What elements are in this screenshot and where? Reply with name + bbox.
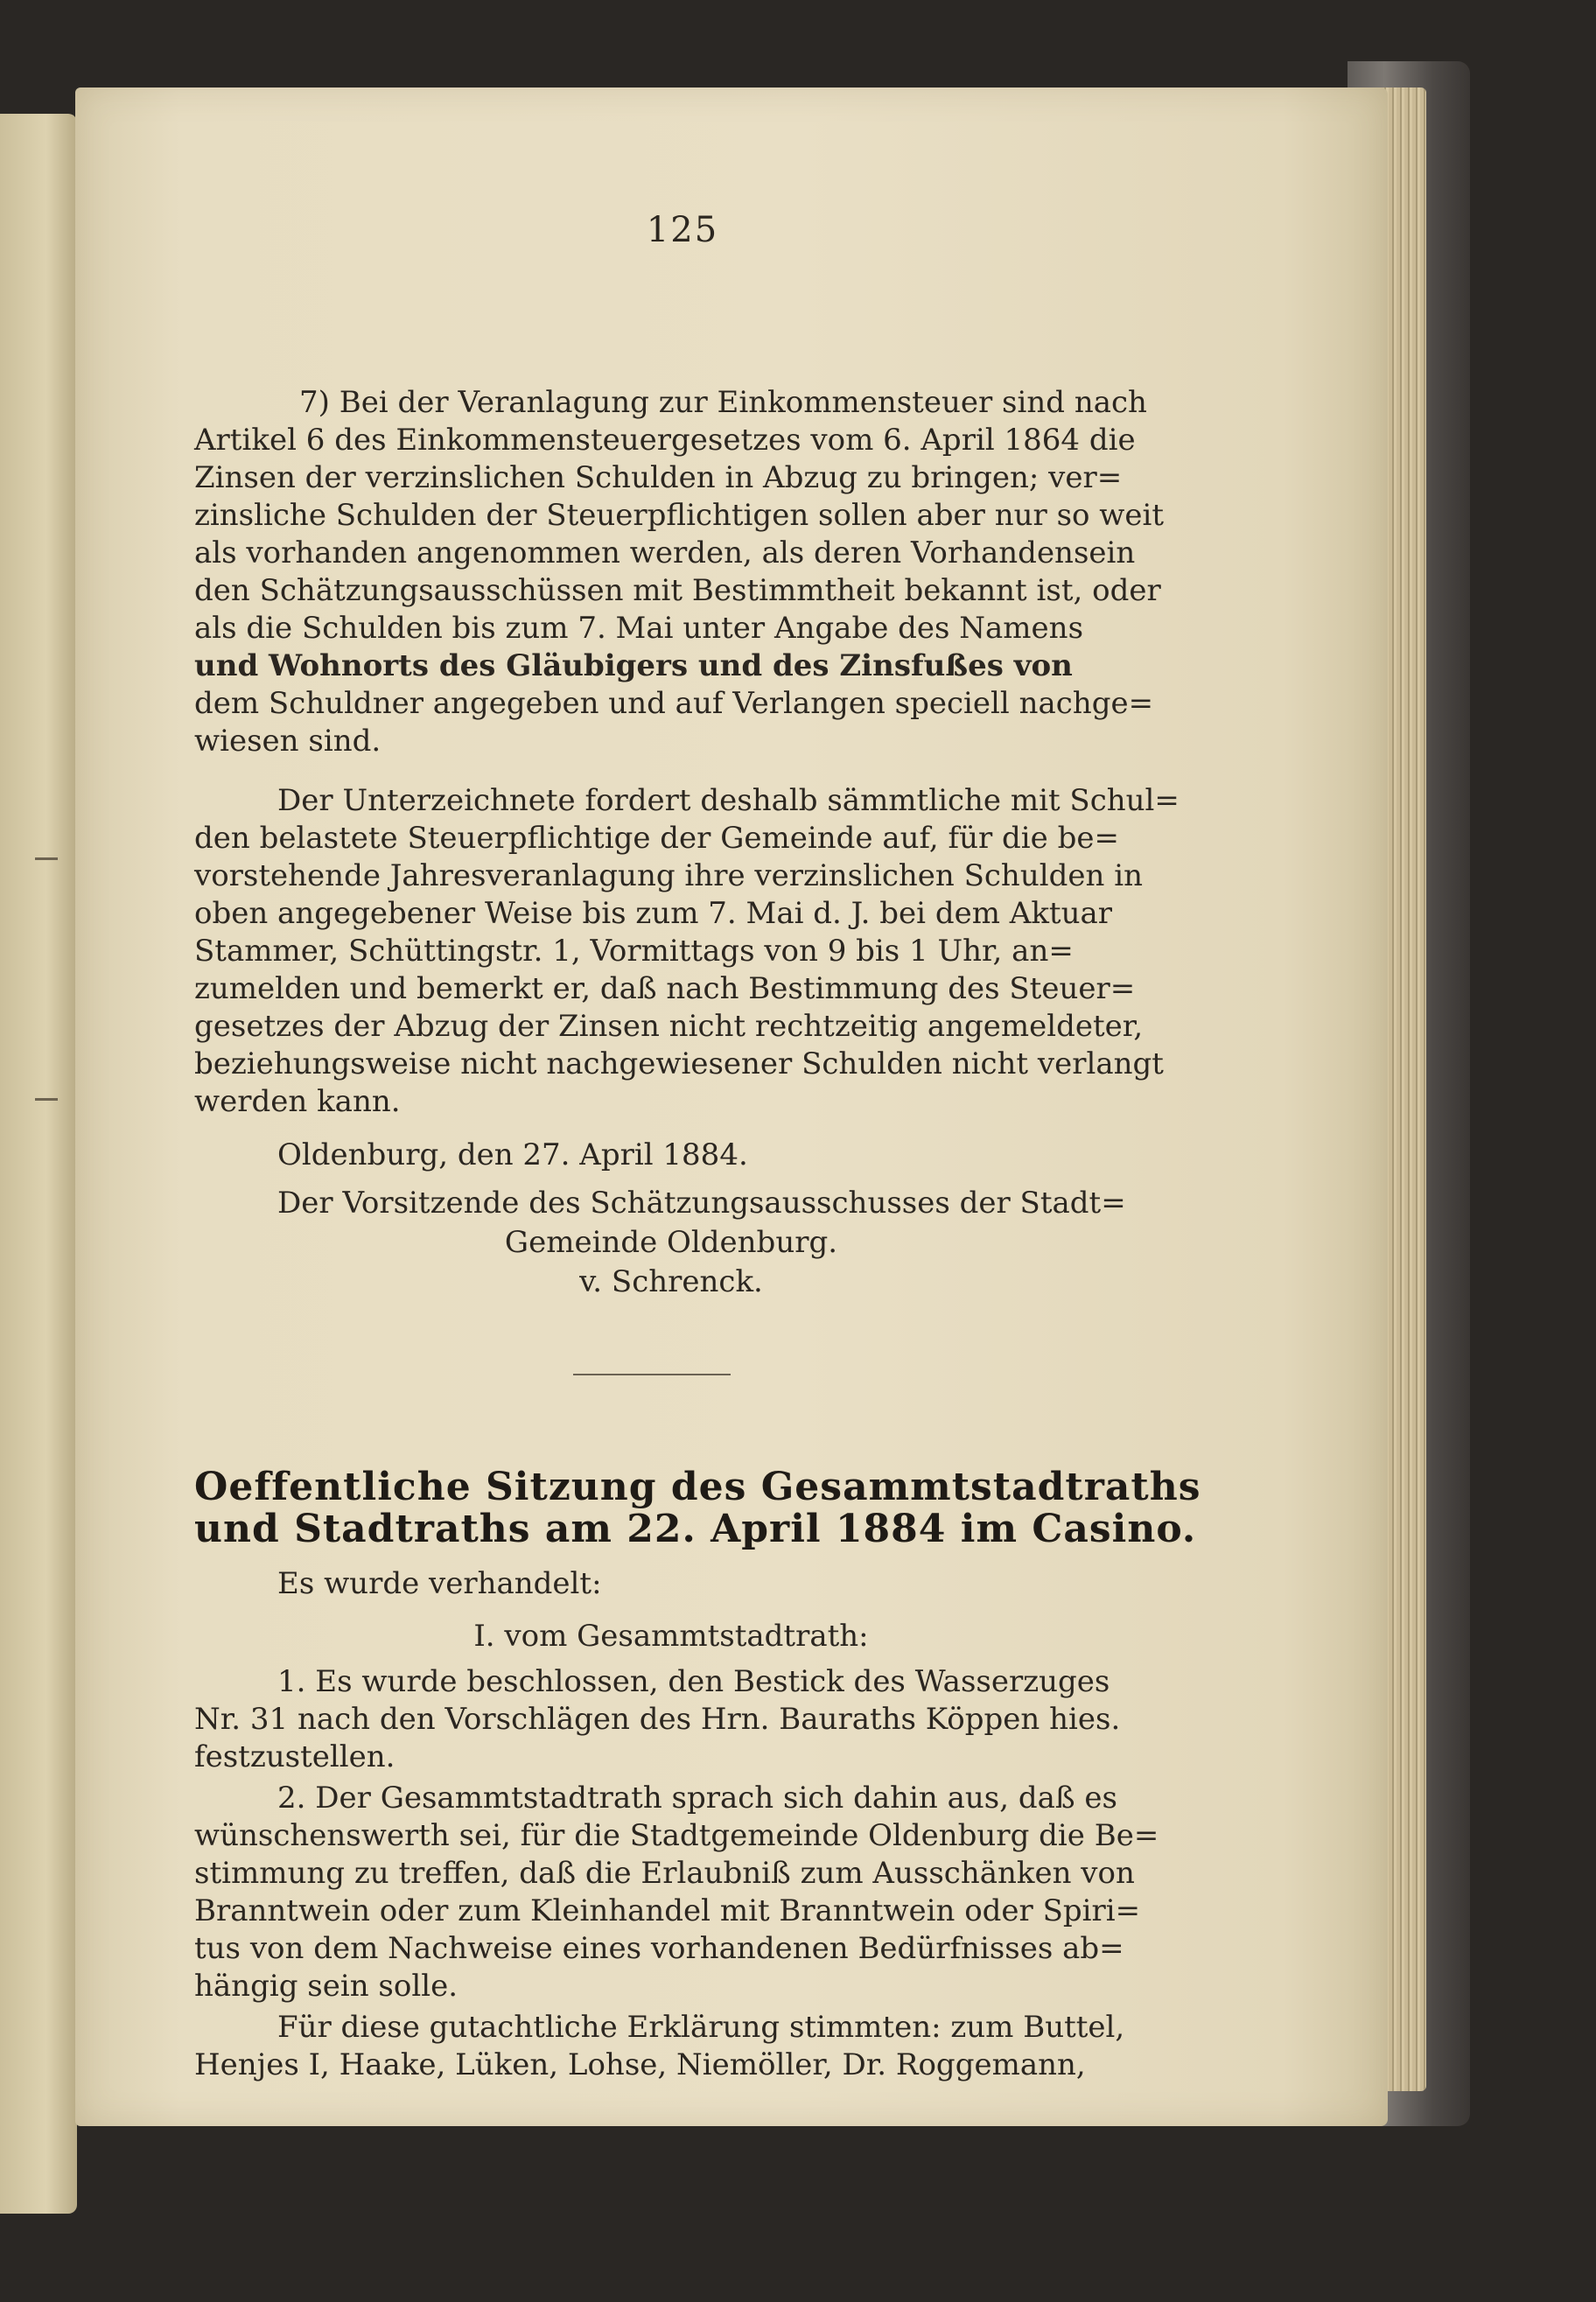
text-line: den Schätzungsausschüssen mit Bestimmtheit bekannt ist, oder — [194, 573, 1161, 608]
heading-line: und Stadtraths am 22. April 1884 im Casino. — [194, 1507, 1197, 1551]
text-line: tus von dem Nachweise eines vorhandenen Bedürfnisses ab= — [194, 1931, 1124, 1966]
text-line: 1. Es wurde beschlossen, den Bestick des Wasserzuges — [277, 1664, 1110, 1699]
text-line: wünschenswerth sei, für die Stadtgemeinde Oldenburg die Be= — [194, 1818, 1159, 1853]
facing-page-edge — [0, 114, 77, 2214]
text-line: festzustellen. — [194, 1739, 396, 1774]
section-divider — [573, 1374, 731, 1375]
text-line: 7) Bei der Veranlagung zur Einkommensteuer sind nach — [299, 385, 1147, 420]
subheading: I. vom Gesammtstadtrath: — [473, 1619, 869, 1654]
text-line: zumelden und bemerkt er, daß nach Bestimmung des Steuer= — [194, 971, 1136, 1006]
text-line: stimmung zu treffen, daß die Erlaubniß zum Ausschänken von — [194, 1856, 1135, 1891]
heading-line: Oeffentliche Sitzung des Gesammtstadtraths — [194, 1465, 1201, 1509]
signature-block — [194, 1137, 1148, 1312]
facing-page-mark — [35, 857, 58, 860]
text-line: vorstehende Jahresveranlagung ihre verzinslichen Schulden in — [194, 858, 1143, 893]
text-line: Artikel 6 des Einkommensteuergesetzes vom 6. April 1864 die — [194, 423, 1136, 458]
text-line: gesetzes der Abzug der Zinsen nicht rechtzeitig angemeldeter, — [194, 1009, 1144, 1044]
session-minutes — [194, 1566, 1159, 2091]
text-line: Der Unterzeichnete fordert deshalb sämmtliche mit Schul= — [277, 783, 1180, 818]
text-line: Für diese gutachtliche Erklärung stimmten: zum Buttel, — [277, 2010, 1125, 2045]
text-line: beziehungsweise nicht nachgewiesener Schulden nicht verlangt — [194, 1046, 1164, 1081]
text-line: Henjes I, Haake, Lüken, Lohse, Niemöller, Dr. Roggemann, — [194, 2047, 1086, 2082]
signatory-name: v. Schrenck. — [579, 1264, 763, 1299]
text-line: 2. Der Gesammtstadtrath sprach sich dahin aus, daß es — [277, 1781, 1117, 1816]
text-line: Zinsen der verzinslichen Schulden in Abzug zu bringen; ver= — [194, 460, 1123, 495]
text-line: wiesen sind. — [194, 724, 382, 759]
paragraph-7 — [194, 385, 1165, 759]
text-line: als vorhanden angenommen werden, als deren Vorhandensein — [194, 535, 1136, 570]
text-line: und Wohnorts des Gläubigers und des Zinsfußes von — [194, 648, 1073, 683]
text-line: Branntwein oder zum Kleinhandel mit Branntwein oder Spiri= — [194, 1893, 1141, 1928]
signatory-title: Der Vorsitzende des Schätzungsausschusses der Stadt= — [277, 1186, 1126, 1221]
text-line: hängig sein solle. — [194, 1969, 458, 2004]
text-line: werden kann. — [194, 1084, 401, 1119]
text-line: Nr. 31 nach den Vorschlägen des Hrn. Bauraths Köppen hies. — [194, 1702, 1121, 1737]
text-line: oben angegebener Weise bis zum 7. Mai d. J. bei dem Aktuar — [194, 896, 1113, 931]
date-line: Oldenburg, den 27. April 1884. — [277, 1137, 748, 1172]
page-number: 125 — [646, 210, 719, 250]
intro-line: Es wurde verhandelt: — [277, 1566, 602, 1601]
signatory-place: Gemeinde Oldenburg. — [504, 1225, 838, 1260]
facing-page-mark — [35, 1098, 58, 1101]
text-line: Stammer, Schüttingstr. 1, Vormittags von 9 bis 1 Uhr, an= — [194, 934, 1074, 969]
text-line: dem Schuldner angegeben und auf Verlangen speciell nachge= — [194, 686, 1154, 721]
text-line: als die Schulden bis zum 7. Mai unter Angabe des Namens — [194, 611, 1084, 646]
text-line: den belastete Steuerpflichtige der Gemeinde auf, für die be= — [194, 821, 1119, 856]
text-line: zinsliche Schulden der Steuerpflichtigen sollen aber nur so weit — [194, 498, 1165, 533]
paragraph-notice — [194, 783, 1180, 1124]
